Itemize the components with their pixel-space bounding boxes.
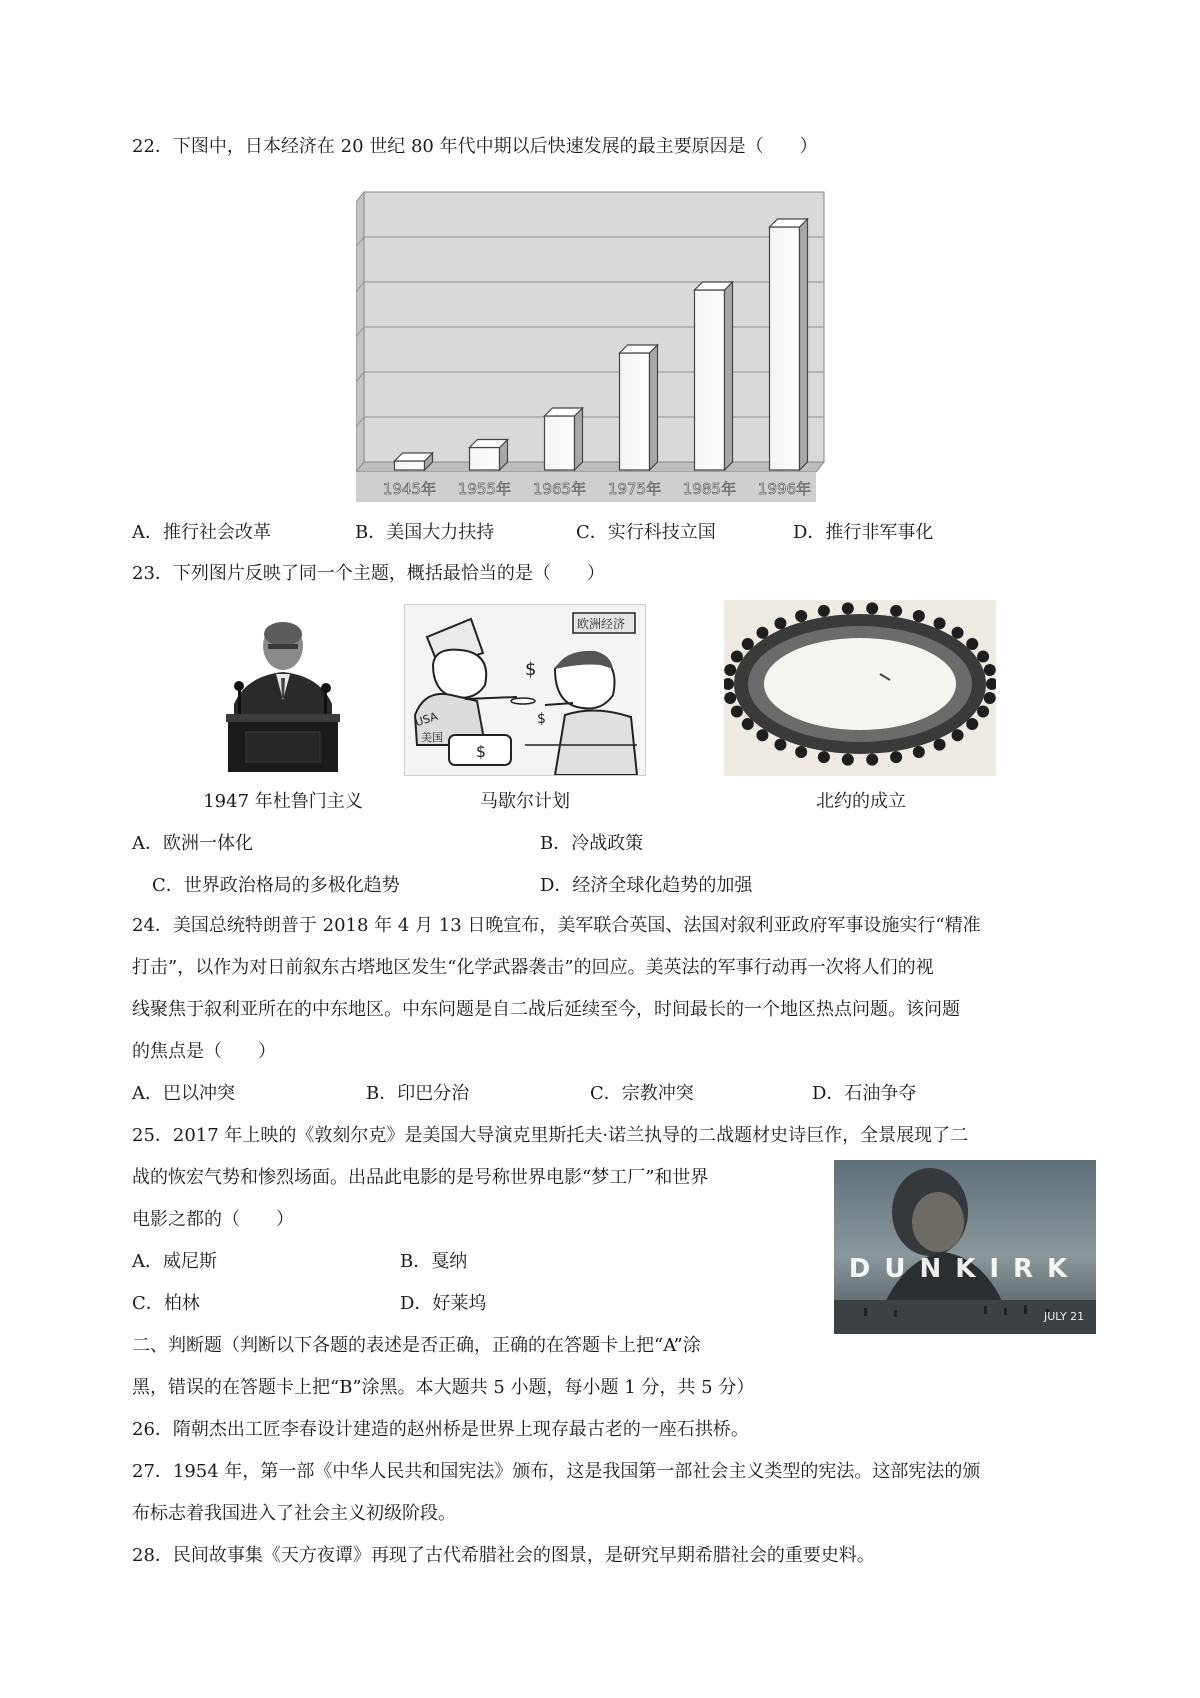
- chart-x-tick-label: 1945年: [382, 480, 437, 498]
- nato-delegate: [774, 739, 786, 751]
- chart-bar-side: [575, 408, 583, 470]
- nato-delegate: [842, 602, 854, 614]
- marshall-plan-cartoon: [404, 604, 646, 776]
- nato-delegate: [724, 664, 736, 676]
- nato-founding-photo: [724, 600, 996, 776]
- q27-line-2: 布标志着我国进入了社会主义初级阶段。: [132, 1503, 456, 1524]
- q22-stem: 22．下图中，日本经济在 20 世纪 80 年代中期以后快速发展的最主要原因是（ ）: [132, 136, 818, 157]
- q24-option-c[interactable]: C．宗教冲突: [590, 1083, 694, 1104]
- chart-bar-front: [470, 448, 500, 471]
- q23-stem: 23．下列图片反映了同一个主题，概括最恰当的是（ ）: [132, 563, 605, 584]
- nato-delegate: [966, 718, 978, 730]
- nato-delegate: [890, 605, 902, 617]
- chart-bar-front: [545, 416, 575, 470]
- q25-line-1: 25．2017 年上映的《敦刻尔克》是美国大导演克里斯托夫·诺兰执导的二战题材史诗巨作，全景展现了二: [132, 1125, 969, 1146]
- q22-option-c[interactable]: C．实行科技立国: [576, 522, 716, 543]
- nato-delegate: [842, 754, 854, 766]
- svg-text:$: $: [537, 711, 546, 727]
- chart-bar-side: [800, 219, 808, 470]
- q22-option-a[interactable]: A．推行社会改革: [132, 522, 271, 543]
- chart-svg: [356, 172, 826, 504]
- truman-photo: [216, 604, 350, 772]
- nato-delegate: [866, 602, 878, 614]
- q24-line-4: 的焦点是（ ）: [132, 1041, 276, 1062]
- gdp-bar-chart: [356, 172, 826, 504]
- caption-truman: 1947 年杜鲁门主义: [203, 791, 363, 812]
- chart-x-tick-label: 1996年: [757, 480, 812, 498]
- nato-delegate: [913, 610, 925, 622]
- nato-delegate: [934, 739, 946, 751]
- nato-delegate: [818, 605, 830, 617]
- dunkirk-poster-title: DUNKIRK: [848, 1254, 1082, 1284]
- chart-x-tick-label: 1985年: [682, 480, 737, 498]
- nato-delegate: [934, 617, 946, 629]
- nato-delegate: [774, 617, 786, 629]
- q25-option-a[interactable]: A．威尼斯: [132, 1251, 217, 1272]
- cartoon-usa-text: USA: [413, 709, 440, 730]
- dunkirk-poster: [834, 1160, 1096, 1334]
- q24-line-1: 24．美国总统特朗普于 2018 年 4 月 13 日晚宣布，美军联合英国、法国对叙利亚政府军事设施实行“精准: [132, 915, 981, 936]
- section2-line-2: 黑，错误的在答题卡上把“B”涂黑。本大题共 5 小题，每小题 1 分，共 5 分）: [132, 1377, 755, 1398]
- nato-delegate: [977, 705, 989, 717]
- chart-x-tick-label: 1955年: [457, 480, 512, 498]
- svg-text:$: $: [475, 742, 487, 761]
- chart-bar: [770, 219, 808, 470]
- q26-text: 26．隋朝杰出工匠李春设计建造的赵州桥是世界上现存最古老的一座石拱桥。: [132, 1419, 749, 1440]
- nato-delegate: [984, 664, 996, 676]
- q23-option-d[interactable]: D．经济全球化趋势的加强: [540, 875, 753, 896]
- chart-bar-front: [695, 290, 725, 470]
- q24-line-3: 线聚焦于叙利亚所在的中东地区。中东问题是自二战后延续至今，时间最长的一个地区热点问题。该问题: [132, 999, 960, 1020]
- chart-bar-front: [620, 353, 650, 470]
- q23-option-c[interactable]: C．世界政治格局的多极化趋势: [152, 875, 400, 896]
- chart-bar: [620, 345, 658, 470]
- q25-option-d[interactable]: D．好莱坞: [400, 1293, 487, 1314]
- nato-delegate: [756, 729, 768, 741]
- chart-bar: [695, 282, 733, 470]
- cartoon-us-text: 美国: [421, 731, 443, 744]
- nato-delegate: [742, 718, 754, 730]
- q28-text: 28．民间故事集《天方夜谭》再现了古代希腊社会的图景，是研究早期希腊社会的重要史料。: [132, 1545, 875, 1566]
- nato-delegate: [890, 751, 902, 763]
- q27-line-1: 27．1954 年，第一部《中华人民共和国宪法》颁布，这是我国第一部社会主义类型的宪法。这部宪法的颁: [132, 1461, 981, 1482]
- q24-line-2: 打击”，以作为对日前叙东古塔地区发生“化学武器袭击”的回应。美英法的军事行动再一次将人们的视: [132, 957, 934, 978]
- q23-option-b[interactable]: B．冷战政策: [540, 833, 644, 854]
- svg-text:$: $: [525, 659, 537, 680]
- q22-option-d[interactable]: D．推行非军事化: [793, 522, 934, 543]
- q22-option-b[interactable]: B．美国大力扶持: [355, 522, 495, 543]
- chart-bar: [470, 440, 508, 471]
- nato-delegate: [742, 638, 754, 650]
- nato-delegate: [731, 705, 743, 717]
- caption-nato: 北约的成立: [816, 791, 906, 812]
- q24-option-b[interactable]: B．印巴分治: [366, 1083, 470, 1104]
- cartoon-sign-text: 欧洲经济: [577, 617, 626, 631]
- nato-delegate: [795, 610, 807, 622]
- nato-delegate: [984, 692, 996, 704]
- q25-option-b[interactable]: B．戛纳: [400, 1251, 468, 1272]
- q24-option-a[interactable]: A．巴以冲突: [132, 1083, 235, 1104]
- nato-delegate: [913, 746, 925, 758]
- nato-delegate: [866, 754, 878, 766]
- nato-delegate: [756, 627, 768, 639]
- caption-marshall: 马歇尔计划: [480, 791, 570, 812]
- nato-delegate: [952, 729, 964, 741]
- chart-bar: [395, 453, 433, 470]
- chart-bar-front: [770, 227, 800, 470]
- nato-delegate: [966, 638, 978, 650]
- q24-option-d[interactable]: D．石油争夺: [812, 1083, 917, 1104]
- section2-line-1: 二、判断题（判断以下各题的表述是否正确，正确的在答题卡上把“A”涂: [132, 1335, 701, 1356]
- chart-x-tick-label: 1965年: [532, 480, 587, 498]
- nato-delegate: [952, 627, 964, 639]
- q25-line-2: 战的恢宏气势和惨烈场面。出品此电影的是号称世界电影“梦工厂”和世界: [132, 1167, 709, 1188]
- nato-delegate: [977, 651, 989, 663]
- q25-option-c[interactable]: C．柏林: [132, 1293, 200, 1314]
- dunkirk-poster-date: JULY 21: [1044, 1310, 1085, 1323]
- nato-delegate: [818, 751, 830, 763]
- nato-delegate: [795, 746, 807, 758]
- q25-line-3: 电影之都的（ ）: [132, 1209, 294, 1230]
- chart-x-tick-label: 1975年: [607, 480, 662, 498]
- chart-bar-side: [725, 282, 733, 470]
- chart-bar-front: [395, 461, 425, 470]
- chart-bar: [545, 408, 583, 470]
- q23-option-a[interactable]: A．欧洲一体化: [132, 833, 253, 854]
- nato-delegate: [724, 692, 736, 704]
- nato-delegate: [731, 651, 743, 663]
- chart-bar-side: [650, 345, 658, 470]
